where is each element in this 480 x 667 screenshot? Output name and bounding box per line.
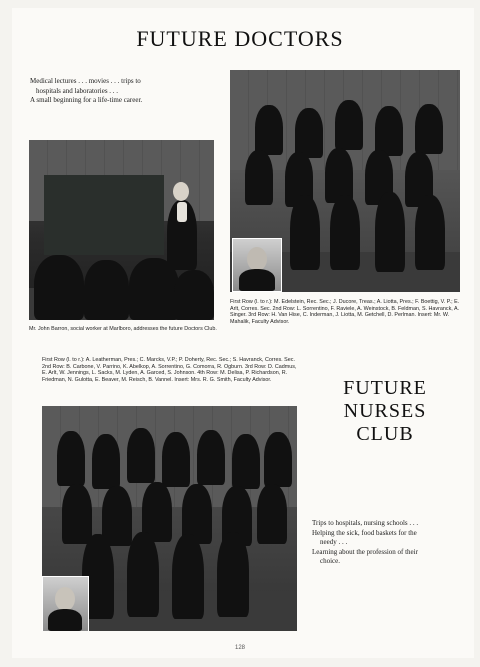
group-member — [257, 484, 287, 544]
nurses-group-caption: First Row (l. to r.): A. Leatherman, Pres.; C. Marcks, V.P.; P. Doherty, Rec. Sec.; S. Havranck, Corres. Sec. 2nd Row: B. Carbone, V. Parrino, K. Abelkop, A. Sorrentino, G. Comorra, R. Ogburn. 3rd Row: D. Cadmus, E. Arlt, W. Jennings, L. Sacks, M. Lyden, A. Garced, S. Johnson. 4th Row: M. Delisa, P. Richardson, R. Friedman, N. Gulotta, E. Beaver, M. Reisch, B. Vannel. Insert: Mrs. R. G. Smith, Faculty Advisor. — [42, 357, 297, 383]
group-member — [335, 100, 363, 150]
page-number: 128 — [234, 645, 245, 651]
doctors-intro-line: hospitals and laboratories . . . — [36, 86, 119, 95]
advisor-figure — [48, 609, 82, 631]
nurses-group-photo — [42, 406, 297, 631]
nurses-title-line: NURSES — [343, 400, 427, 422]
student-figure — [174, 270, 214, 320]
group-member — [127, 532, 159, 617]
nurses-title-line: FUTURE — [343, 377, 427, 399]
advisor-inset-photo — [42, 576, 89, 631]
group-member — [245, 150, 273, 205]
group-member — [330, 195, 360, 270]
group-member — [375, 192, 405, 272]
group-member — [217, 532, 249, 617]
lecture-photo-caption: Mr. John Barron, social worker at Marlboro, addresses the future Doctors Club. — [29, 326, 217, 332]
group-member — [162, 432, 190, 487]
nurses-intro-line: needy . . . — [320, 538, 348, 546]
speaker-shirt — [177, 202, 187, 222]
doctors-group-caption: First Row (l. to r.): M. Edelstein, Rec. Sec.; J. Ducore, Treas.; A. Liotta, Pres.; F. Boettig, V. P.; E. Arlt, Corres. Sec. 2nd Row: L. Sorrentino, F. Raviele, A. Weinstock, B. Feldman, S. Havranck, A. Singer. 3rd Row: H. Van Hise, C. Inderman, J. Liotta, M. Getchell, D. Perlman. Insert: Mr. W. Mahalik, Faculty Advisor. — [230, 299, 460, 325]
group-member — [415, 104, 443, 154]
group-member — [92, 434, 120, 489]
advisor-figure — [239, 269, 275, 291]
doctors-intro-line: A small beginning for a life-time career. — [30, 96, 143, 104]
group-member — [264, 432, 292, 487]
lecture-photo — [29, 140, 214, 320]
page-title: FUTURE DOCTORS — [136, 26, 344, 51]
nurses-intro — [312, 519, 472, 567]
group-member — [57, 431, 85, 486]
speaker-head — [173, 182, 189, 201]
photo-blackboard — [44, 175, 164, 255]
nurses-club-title — [305, 377, 465, 446]
student-figure — [84, 260, 129, 320]
advisor-head — [55, 587, 75, 611]
nurses-intro-line: choice. — [320, 557, 341, 565]
group-member — [232, 434, 260, 489]
nurses-intro-line: Helping the sick, food baskets for the — [312, 528, 417, 537]
group-member — [102, 486, 132, 546]
group-member — [375, 106, 403, 156]
group-member — [127, 428, 155, 483]
group-member — [415, 195, 445, 270]
group-member — [290, 195, 320, 270]
group-member — [295, 108, 323, 158]
group-member — [255, 105, 283, 155]
group-member — [197, 430, 225, 485]
doctors-intro — [30, 77, 210, 106]
nurses-intro-line: Learning about the profession of their — [312, 547, 418, 556]
doctors-intro-line: Medical lectures . . . movies . . . trips to — [30, 77, 141, 85]
nurses-title-line: CLUB — [356, 423, 414, 445]
doctors-group-photo — [230, 70, 460, 292]
advisor-inset-photo — [232, 238, 282, 292]
student-figure — [129, 258, 179, 320]
nurses-intro-line: Trips to hospitals, nursing schools . . . — [312, 519, 419, 527]
group-member — [172, 534, 204, 619]
advisor-head — [247, 247, 267, 271]
group-member — [62, 484, 92, 544]
student-figure — [34, 255, 84, 320]
